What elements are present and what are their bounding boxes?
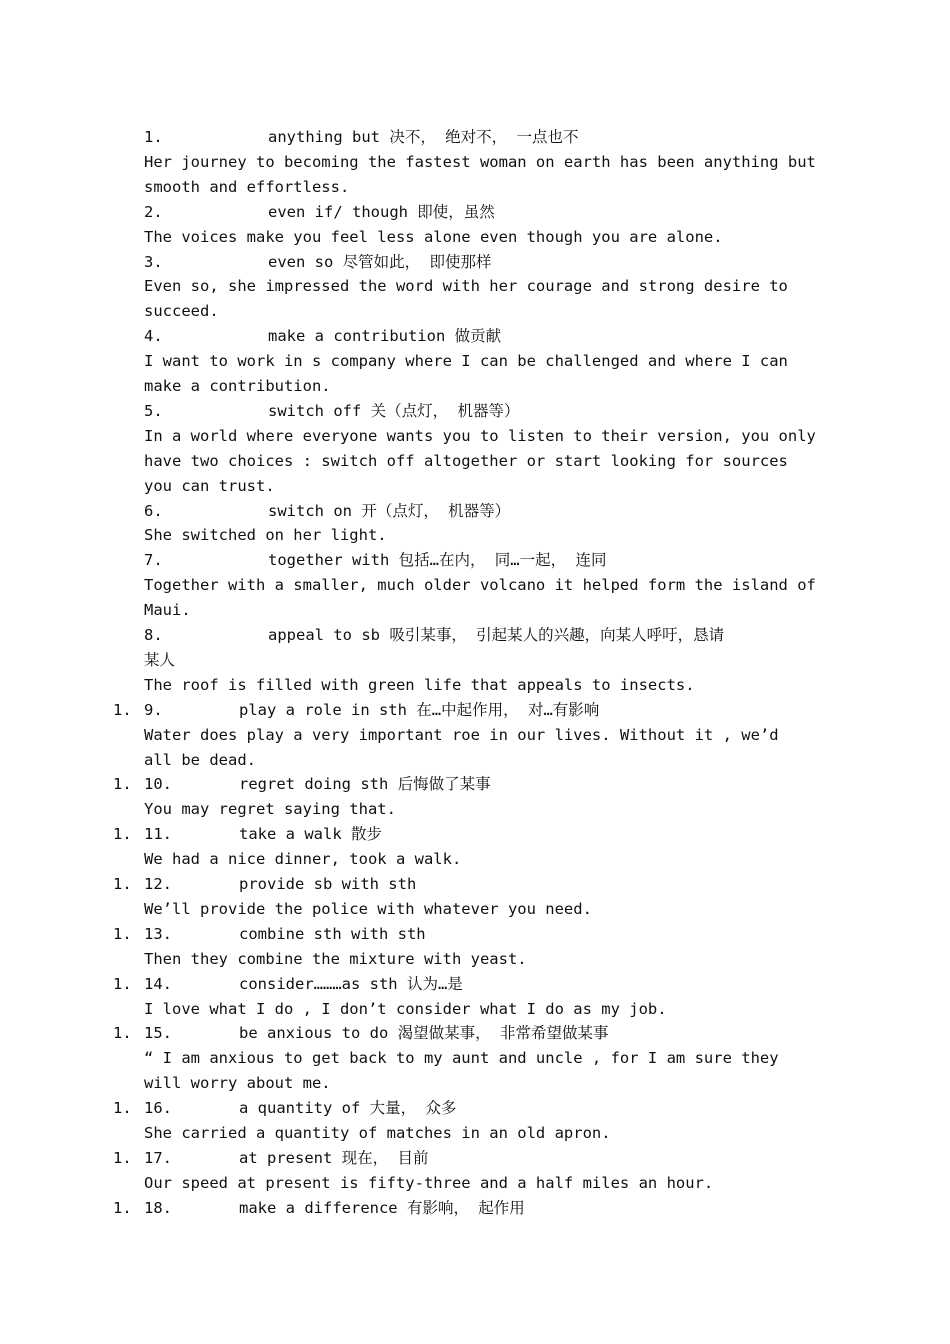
- example-sentence-line: She carried a quantity of matches in an old apron.: [144, 1124, 611, 1142]
- entry-phrase: make a difference 有影响， 起作用: [239, 1198, 525, 1217]
- entry-number: 3.: [144, 252, 163, 271]
- entry-number: 1.: [144, 128, 163, 146]
- example-sentence-line: You may regret saying that.: [144, 800, 396, 819]
- entry-number: 7.: [144, 551, 163, 570]
- entry-phrase: a quantity of 大量， 众多: [239, 1099, 457, 1118]
- example-sentence-line: Her journey to becoming the fastest woman on earth has been anything but: [144, 152, 816, 171]
- list-outer-number: 1.: [113, 974, 132, 993]
- example-sentence-line: Together with a smaller, much older volcano it helped form the island of: [144, 576, 816, 595]
- entry-phrase: together with 包括…在内， 同…一起， 连同: [268, 551, 607, 570]
- list-outer-number: 1.: [113, 700, 132, 719]
- example-sentence-line: I love what I do , I don’t consider what I do as my job.: [144, 999, 667, 1018]
- entry-number: 17.: [144, 1148, 172, 1167]
- example-sentence-line: you can trust.: [144, 476, 275, 495]
- entry-phrase: appeal to sb 吸引某事， 引起某人的兴趣，向某人呼吁，恳请: [268, 626, 725, 644]
- entry-phrase: take a walk 散步: [239, 825, 382, 844]
- example-sentence-line: Water does play a very important roe in our lives. Without it , we’d: [144, 725, 779, 744]
- example-sentence-line: We’ll provide the police with whatever you need.: [144, 899, 592, 918]
- entry-phrase: at present 现在， 目前: [239, 1148, 429, 1167]
- example-sentence-line: We had a nice dinner, took a walk.: [144, 850, 462, 869]
- entry-number: 13.: [144, 924, 172, 943]
- example-sentence-line: The voices make you feel less alone even though you are alone.: [144, 227, 723, 246]
- entry-phrase: make a contribution 做贡献: [268, 327, 502, 346]
- example-sentence-line: “ I am anxious to get back to my aunt and uncle , for I am sure they: [144, 1049, 779, 1068]
- list-outer-number: 1.: [113, 875, 132, 893]
- example-sentence-line: smooth and effortless.: [144, 177, 350, 196]
- example-sentence-line: have two choices : switch off altogether or start looking for sources: [144, 451, 788, 470]
- entry-number: 6.: [144, 501, 163, 520]
- example-sentence-line: all be dead.: [144, 750, 256, 769]
- example-sentence-line: She switched on her light.: [144, 526, 387, 545]
- entry-number: 18.: [144, 1198, 172, 1217]
- example-sentence-line: will worry about me.: [144, 1074, 331, 1093]
- example-sentence-line: In a world where everyone wants you to listen to their version, you only: [144, 426, 816, 445]
- entry-number: 16.: [144, 1099, 172, 1118]
- entry-phrase: switch on 开（点灯， 机器等）: [268, 501, 511, 520]
- entry-phrase: switch off 关（点灯， 机器等）: [268, 401, 520, 420]
- entry-phrase: provide sb with sth: [239, 875, 417, 893]
- entry-phrase: combine sth with sth: [239, 924, 426, 943]
- example-sentence-line: The roof is filled with green life that appeals to insects.: [144, 675, 695, 694]
- entry-phrase: even if/ though 即使，虽然: [268, 202, 495, 221]
- example-sentence-line: Maui.: [144, 601, 191, 620]
- entry-number: 9.: [144, 700, 163, 719]
- entry-phrase-continued: 某人: [144, 650, 176, 669]
- list-outer-number: 1.: [113, 1099, 132, 1118]
- entry-phrase: play a role in sth 在…中起作用， 对…有影响: [239, 700, 600, 719]
- example-sentence-line: make a contribution.: [144, 377, 331, 395]
- entry-number: 2.: [144, 202, 163, 221]
- example-sentence-line: succeed.: [144, 302, 219, 321]
- example-sentence-line: Even so, she impressed the word with her courage and strong desire to: [144, 277, 788, 296]
- entry-phrase: be anxious to do 渴望做某事， 非常希望做某事: [239, 1024, 609, 1043]
- entry-number: 10.: [144, 775, 172, 794]
- example-sentence-line: Then they combine the mixture with yeast.: [144, 949, 527, 968]
- entry-number: 8.: [144, 626, 163, 644]
- example-sentence-line: I want to work in s company where I can be challenged and where I can: [144, 352, 788, 371]
- entry-number: 14.: [144, 974, 172, 993]
- entry-phrase: even so 尽管如此， 即使那样: [268, 252, 492, 271]
- entry-phrase: anything but 决不， 绝对不， 一点也不: [268, 128, 579, 146]
- entry-phrase: consider………as sth 认为…是: [239, 974, 463, 993]
- list-outer-number: 1.: [113, 924, 132, 943]
- list-outer-number: 1.: [113, 1198, 132, 1217]
- list-outer-number: 1.: [113, 1024, 132, 1043]
- entry-number: 11.: [144, 825, 172, 844]
- entry-number: 15.: [144, 1024, 172, 1043]
- list-outer-number: 1.: [113, 775, 132, 794]
- list-outer-number: 1.: [113, 825, 132, 844]
- entry-number: 5.: [144, 401, 163, 420]
- example-sentence-line: Our speed at present is fifty-three and a half miles an hour.: [144, 1173, 714, 1192]
- entry-number: 4.: [144, 327, 163, 346]
- list-outer-number: 1.: [113, 1148, 132, 1167]
- entry-phrase: regret doing sth 后悔做了某事: [239, 775, 491, 794]
- entry-number: 12.: [144, 875, 172, 893]
